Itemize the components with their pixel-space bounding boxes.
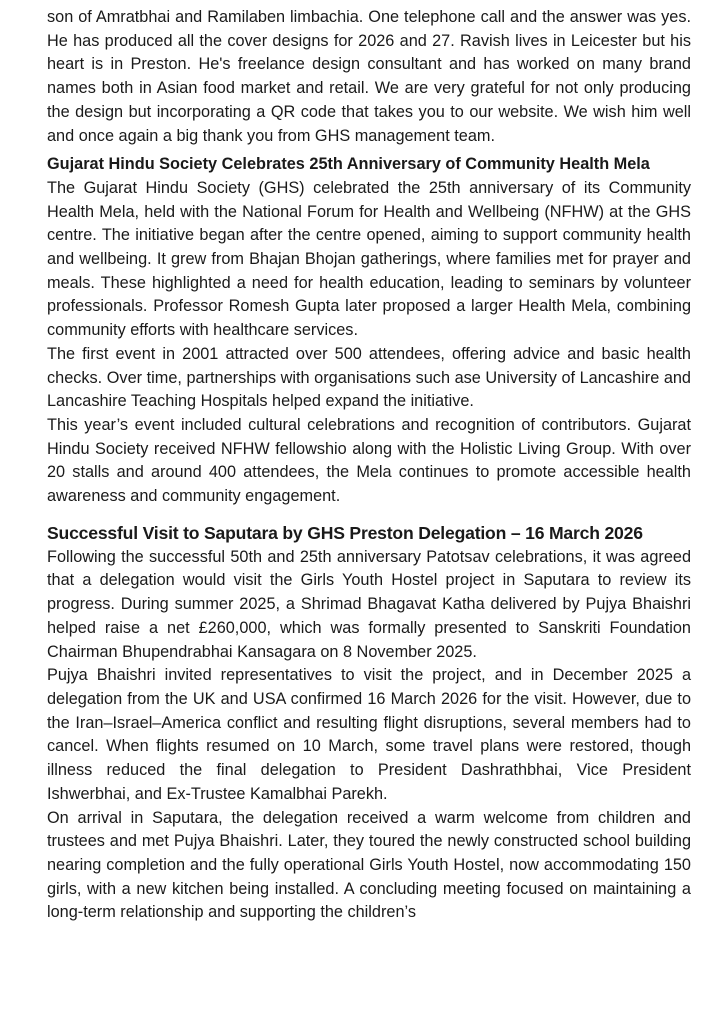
health-mela-heading: Gujarat Hindu Society Celebrates 25th Anniversary of Community Health Mela — [47, 155, 650, 174]
saputara-visit-heading: Successful Visit to Saputara by GHS Preston Delegation – 16 March 2026 — [47, 522, 643, 543]
health-mela-paragraph-2: The first event in 2001 attracted over 500 attendees, offering advice and basic health checks. Over time, partnerships with organisations such ase University of Lancashire and Lancashire Teaching Hospitals helped expand the initiative. — [47, 344, 691, 411]
saputara-paragraph-2: Pujya Bhaishri invited representatives to visit the project, and in December 2025 a delegation from the UK and USA confirmed 16 March 2026 for the visit. However, due to the Iran–Israel–America conflict and resulting flight disruptions, several members had to cancel. When flights resumed on 10 March, some travel plans were restored, though illness reduced the final delegation to President Dashrathbhai, Vice President Ishwerbhai, and Ex-Trustee Kamalbhai Parekh. — [47, 666, 691, 803]
intro-paragraph: son of Amratbhai and Ramilaben limbachia. One telephone call and the answer was yes. He has produced all the cover designs for 2026 and 27. Ravish lives in Leicester but his heart is in Preston. He's freelance design consultant and has worked on many brand names both in Asian food market and retail. We are very grateful for not only producing the design but incorporating a QR code that takes you to our website. We wish him well and once again a big thank you from GHS management team. — [47, 8, 691, 145]
health-mela-paragraph-3: This year’s event included cultural celebrations and recognition of contributors. Gujarat Hindu Society received NFHW fellowshio along with the Holistic Living Group. With over 20 stalls and around 400 attendees, the Mela continues to promote accessible health awareness and community engagement. — [47, 415, 691, 506]
saputara-paragraph-3: On arrival in Saputara, the delegation received a warm welcome from children and trustees and met Pujya Bhaishri. Later, they toured the newly constructed school building nearing completion and the fully operational Girls Youth Hostel, now accommodating 150 girls, with a new kitchen being installed. A concluding meeting focused on maintaining a long-term relationship and supporting the children’s — [47, 808, 691, 922]
saputara-paragraph-1: Following the successful 50th and 25th anniversary Patotsav celebrations, it was agreed that a delegation would visit the Girls Youth Hostel project in Saputara to review its progress. During summer 2025, a Shrimad Bhagavat Katha delivered by Pujya Bhaishri helped raise a net £260,000, which was formally presented to Sanskriti Foundation Chairman Bhupendrabhai Kansagara on 8 November 2025. — [47, 547, 691, 661]
document-page — [47, 6, 691, 925]
health-mela-paragraph-1: The Gujarat Hindu Society (GHS) celebrated the 25th anniversary of its Community Health Mela, held with the National Forum for Health and Wellbeing (NFHW) at the GHS centre. The initiative began after the centre opened, aiming to support community health and wellbeing. It grew from Bhajan Bhojan gatherings, where families met for prayer and meals. These highlighted a need for health education, leading to seminars by volunteer professionals. Professor Romesh Gupta later proposed a larger Health Mela, combining community efforts with healthcare services. — [47, 178, 691, 340]
